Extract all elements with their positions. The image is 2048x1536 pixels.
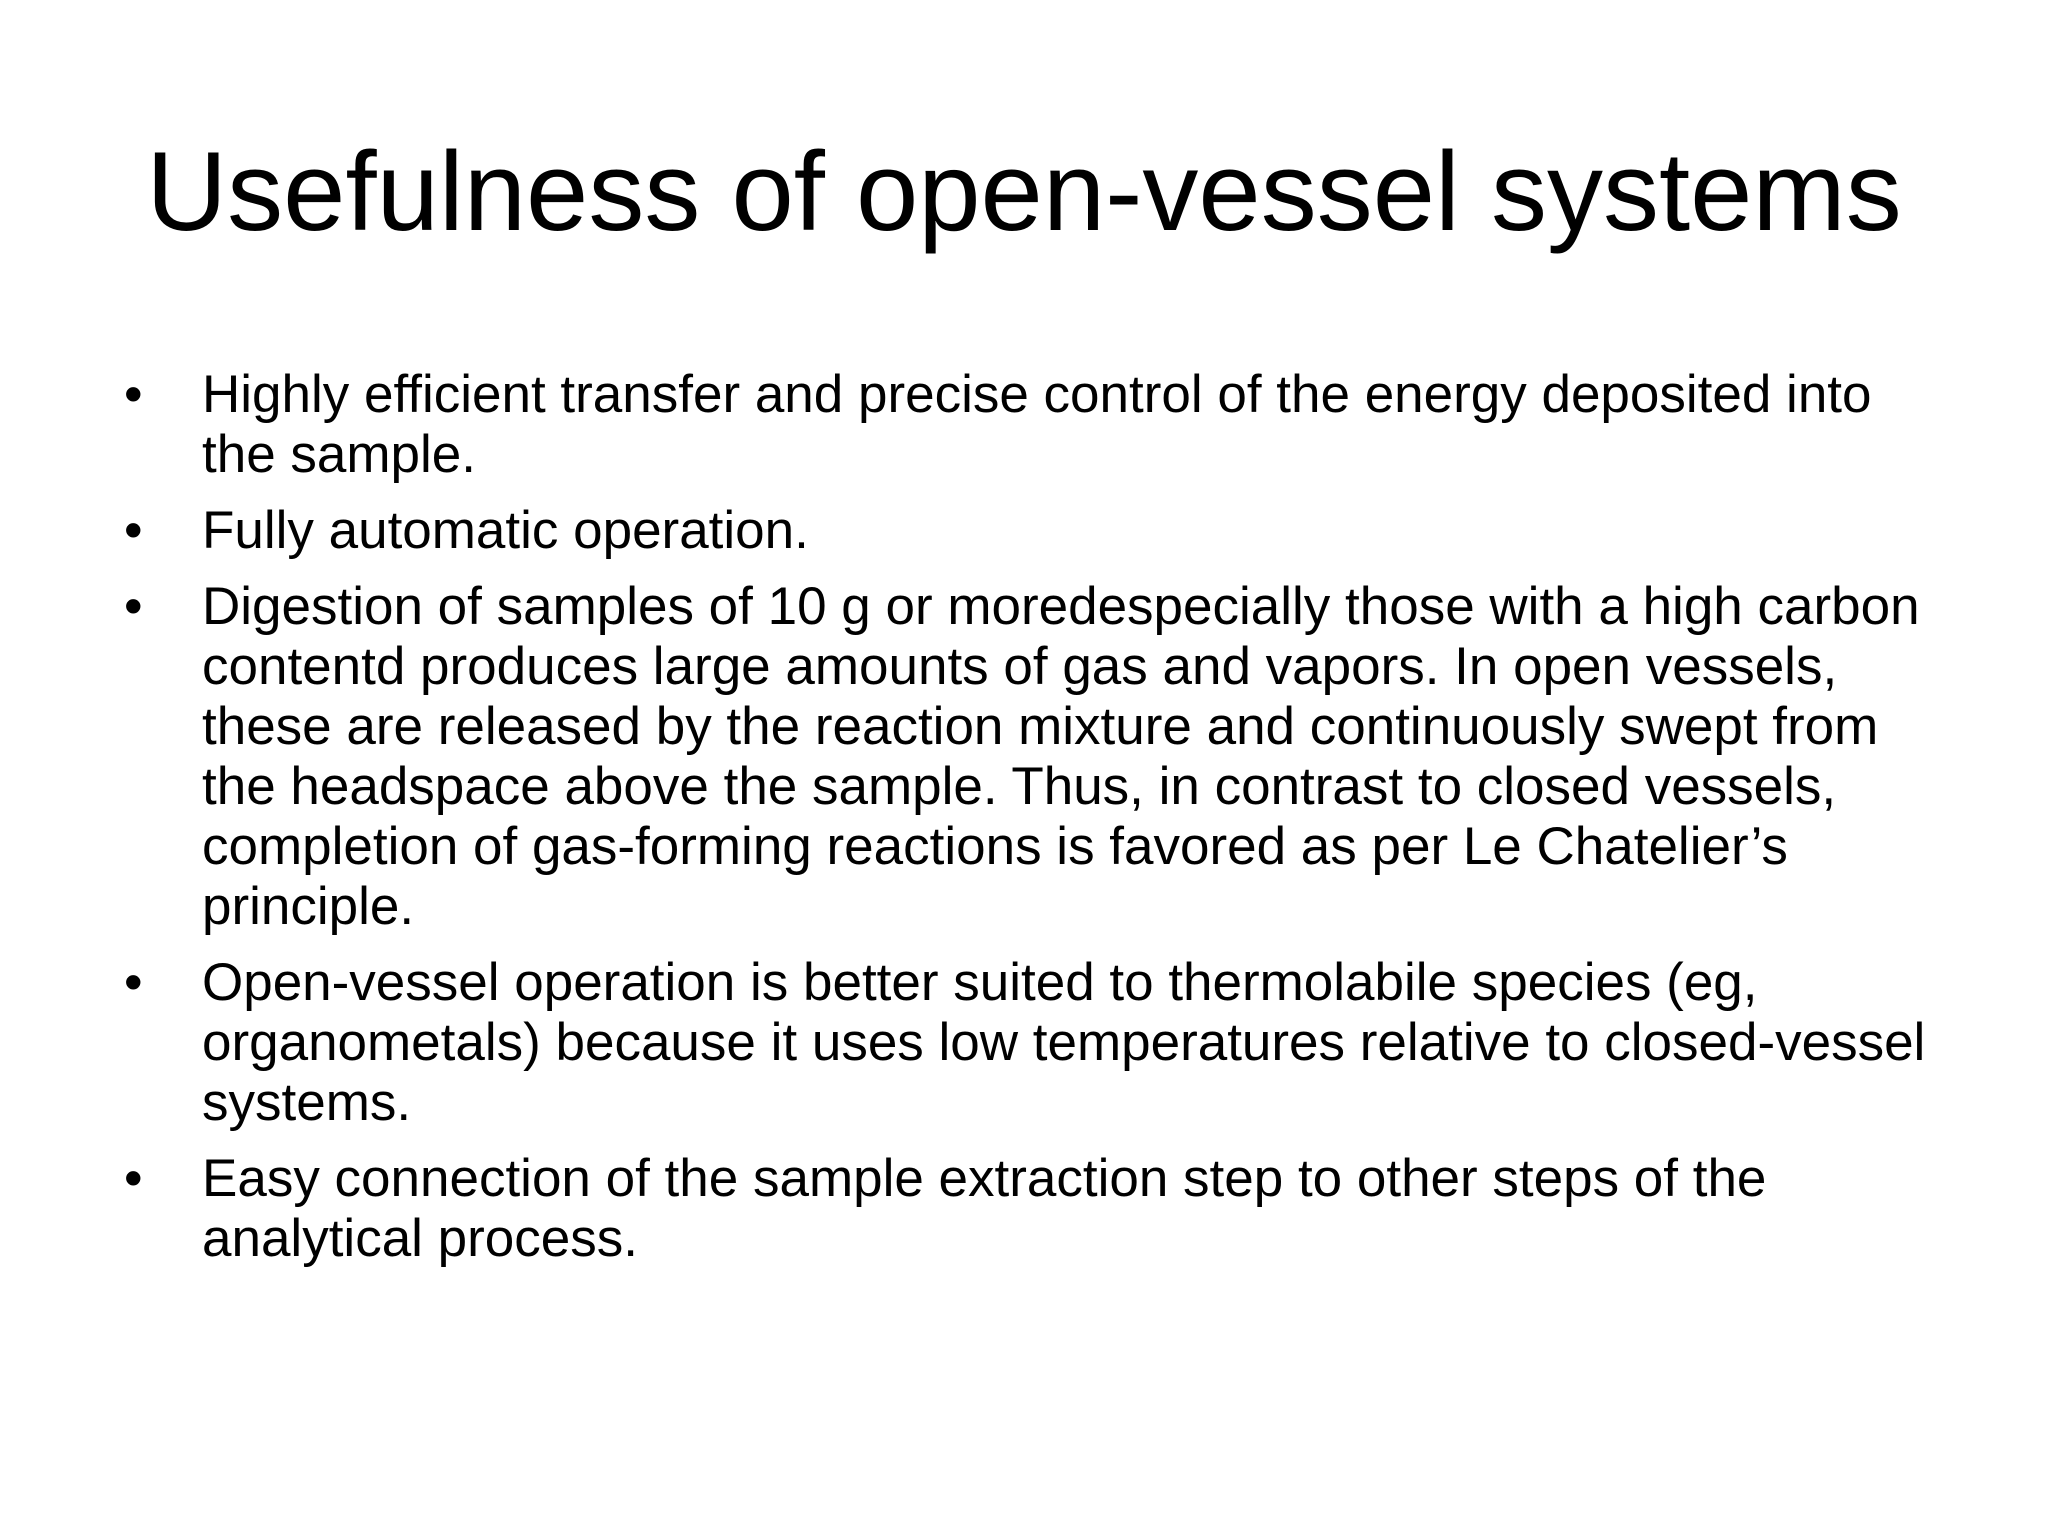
slide-title: Usefulness of open-vessel systems [146,129,1902,254]
bullet-text: Highly efficient transfer and precise control of the energy deposited into the sample. [202,365,1872,484]
bullet-list [120,365,1930,1285]
bullet-icon: • [124,577,143,636]
bullet-text: Fully automatic operation. [202,501,809,560]
bullet-item-automatic-operation [120,501,1930,561]
bullet-item-thermolabile [120,953,1930,1133]
bullet-item-easy-connection [120,1149,1930,1269]
bullet-icon: • [124,501,143,560]
bullet-icon: • [124,365,143,424]
bullet-icon: • [124,1149,143,1208]
bullet-text: Digestion of samples of 10 g or moredespecially those with a high carbon contentd produces large amounts of gas and vapors. In open vessels, these are released by the reaction mixture and continuously swept from the headspace above the sample. Thus, in contrast to closed vessels, completion of gas-forming reactions is favored as per Le Chatelier’s principle. [202,577,1920,936]
bullet-icon: • [124,953,143,1012]
bullet-item-energy-transfer [120,365,1930,485]
bullet-text: Easy connection of the sample extraction step to other steps of the analytical process. [202,1149,1767,1268]
bullet-text: Open-vessel operation is better suited to thermolabile species (eg, organometals) because it uses low temperatures relative to closed-vessel systems. [202,953,1926,1132]
bullet-item-digestion [120,577,1930,937]
